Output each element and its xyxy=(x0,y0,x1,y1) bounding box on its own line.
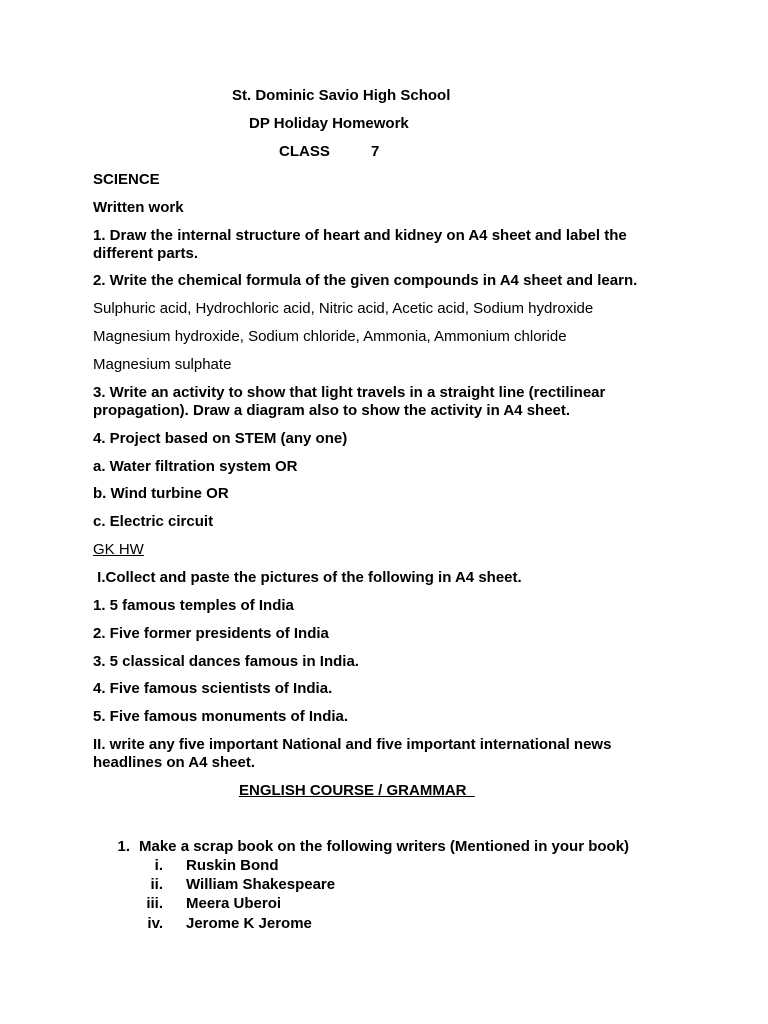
science-q3-line1: 3. Write an activity to show that light travels in a straight line (rectilinear xyxy=(93,384,606,401)
science-q1-line2: different parts. xyxy=(93,245,199,262)
writer-number: iv. xyxy=(147,915,163,932)
document-title: DP Holiday Homework xyxy=(249,115,409,132)
project-option: c. Electric circuit xyxy=(93,513,214,530)
science-q1-line1: 1. Draw the internal structure of heart and kidney on A4 sheet and label the xyxy=(93,227,627,244)
gk-item: 4. Five famous scientists of India. xyxy=(93,680,333,697)
gk-item: 5. Five famous monuments of India. xyxy=(93,708,349,725)
class-label: CLASS xyxy=(279,143,330,160)
english-task: Make a scrap book on the following writers (Mentioned in your book) xyxy=(139,838,630,855)
writer-number: ii. xyxy=(150,876,163,893)
writer-name: Jerome K Jerome xyxy=(186,915,312,932)
project-option: a. Water filtration system OR xyxy=(93,458,298,475)
writer-number: i. xyxy=(154,857,163,874)
writer-name: Ruskin Bond xyxy=(186,857,279,874)
gk-item: 3. 5 classical dances famous in India. xyxy=(93,653,359,670)
gk-item: 1. 5 famous temples of India xyxy=(93,597,294,614)
writer-name: Meera Uberoi xyxy=(186,895,282,912)
compounds-line1: Sulphuric acid, Hydrochloric acid, Nitric acid, Acetic acid, Sodium hydroxide xyxy=(93,300,594,317)
gk-part2-line1: II. write any five important National and five important international news xyxy=(93,736,612,753)
english-task-number: 1. xyxy=(117,838,130,855)
science-heading: SCIENCE xyxy=(93,171,160,188)
class-value: 7 xyxy=(371,143,380,160)
english-heading: ENGLISH COURSE / GRAMMAR xyxy=(239,782,475,799)
project-option: b. Wind turbine OR xyxy=(93,485,229,502)
science-q3-line2: propagation). Draw a diagram also to show the activity in A4 sheet. xyxy=(93,402,571,419)
gk-part2-line2: headlines on A4 sheet. xyxy=(93,754,255,771)
writer-number: iii. xyxy=(146,895,163,912)
gk-item: 2. Five former presidents of India xyxy=(93,625,329,642)
compounds-line3: Magnesium sulphate xyxy=(93,356,232,373)
gk-heading: GK HW xyxy=(93,541,144,558)
compounds-line2: Magnesium hydroxide, Sodium chloride, Ammonia, Ammonium chloride xyxy=(93,328,567,345)
writer-name: William Shakespeare xyxy=(186,876,336,893)
gk-part1: I.Collect and paste the pictures of the following in A4 sheet. xyxy=(93,569,522,586)
written-work-heading: Written work xyxy=(93,199,184,216)
science-q4: 4. Project based on STEM (any one) xyxy=(93,430,348,447)
science-q2: 2. Write the chemical formula of the given compounds in A4 sheet and learn. xyxy=(93,272,638,289)
school-name: St. Dominic Savio High School xyxy=(232,87,451,104)
